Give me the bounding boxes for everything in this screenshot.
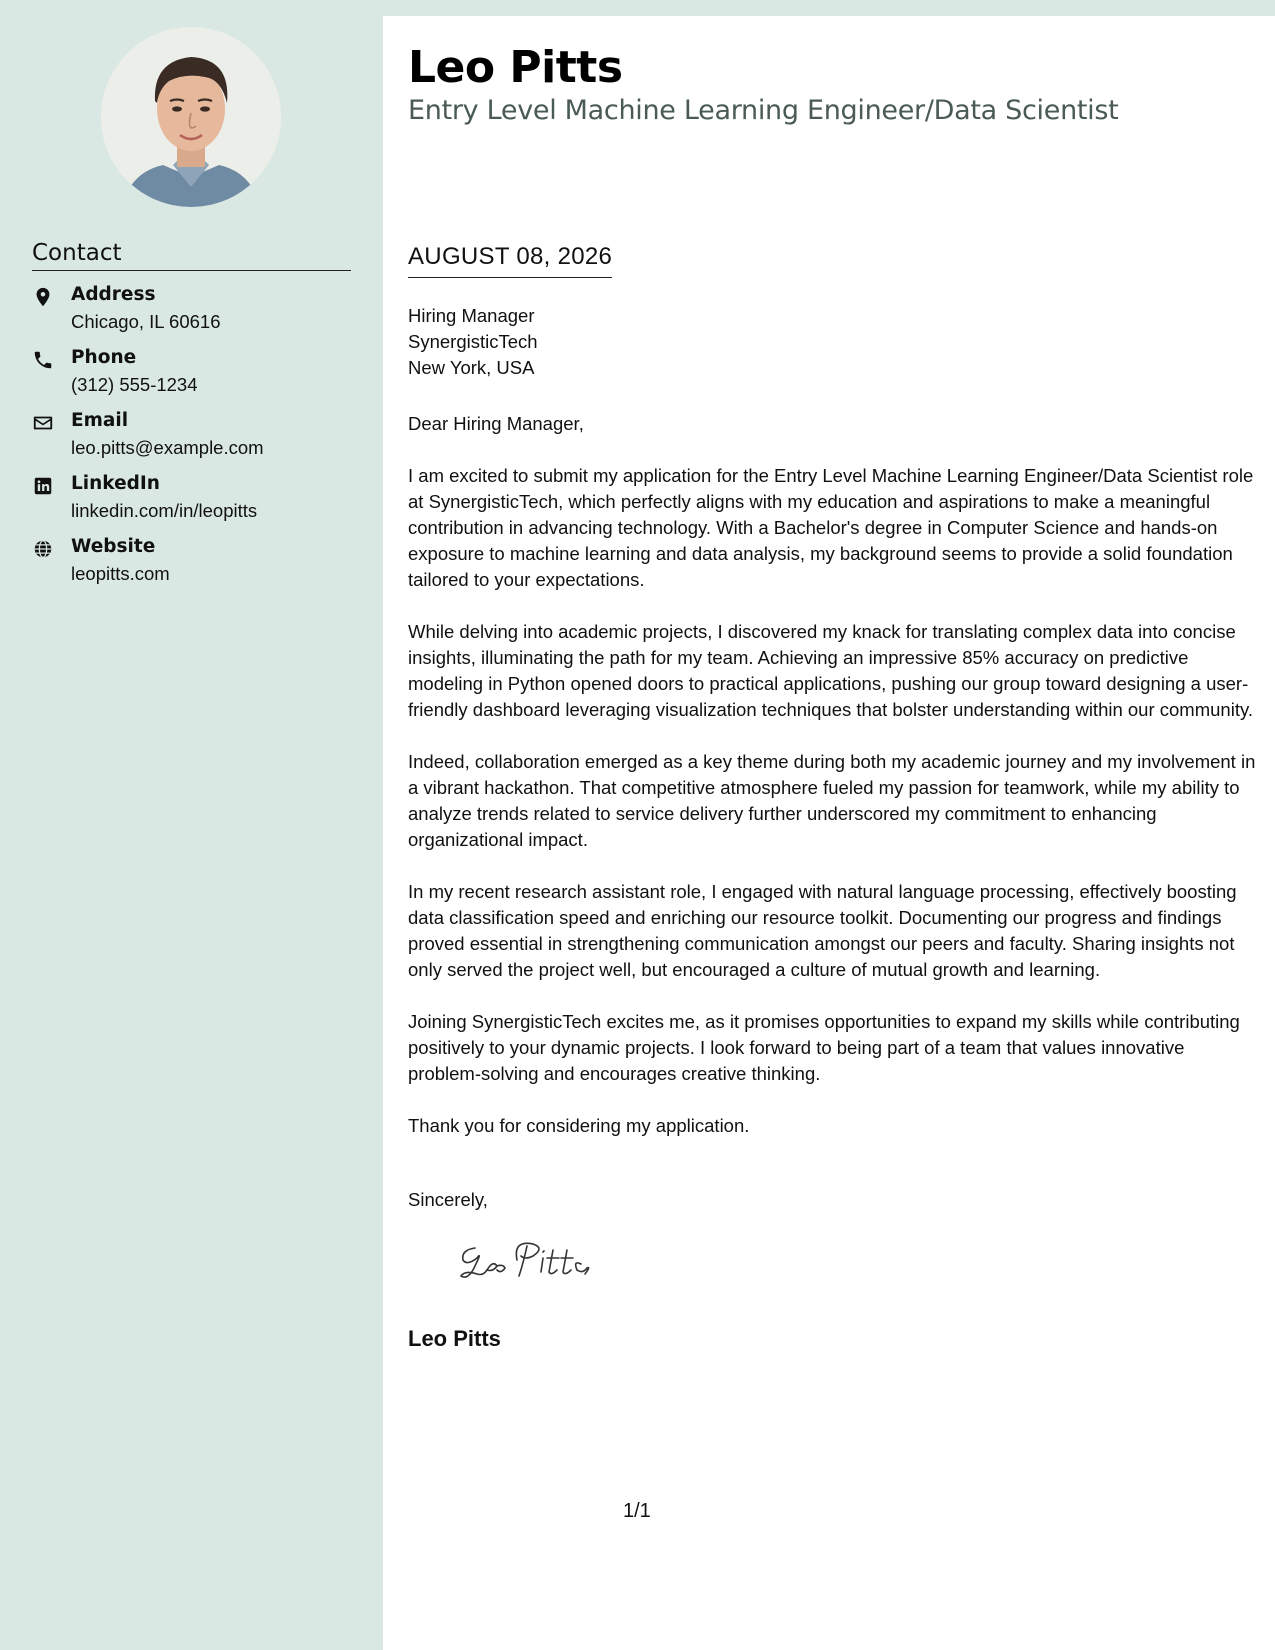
body-paragraph: Indeed, collaboration emerged as a key theme during both my academic journey and my involvement in a vibrant hackathon. That competitive atmosphere fueled my passion for teamwork, while my ability to analyze trends related to service delivery further underscored my commitment to enhancing organizational impact. bbox=[408, 751, 1256, 850]
letter-date: AUGUST 08, 2026 bbox=[408, 243, 612, 278]
body-paragraph: Joining SynergisticTech excites me, as it promises opportunities to expand my skills while contributing positively to your dynamic projects. I look forward to being part of a team that values innovative problem-solving and encourages creative thinking. bbox=[408, 1011, 1240, 1084]
contact-item-linkedin bbox=[32, 473, 362, 536]
contact-label: Email bbox=[71, 410, 129, 431]
contact-label: Website bbox=[71, 536, 156, 557]
body-paragraph: I am excited to submit my application for the Entry Level Machine Learning Engineer/Data Scientist role at SynergisticTech, which perfectly aligns with my education and aspirations to make a meaningful contribution in advancing technology. With a Bachelor's degree in Computer Science and hands-on exposure to machine learning and data analysis, my background seems to provide a solid foundation tailored to your expectations. bbox=[408, 465, 1254, 590]
website-value: leopitts.com bbox=[71, 563, 170, 584]
phone-icon bbox=[32, 349, 54, 371]
greeting: Dear Hiring Manager, bbox=[408, 413, 584, 434]
linkedin-icon bbox=[32, 475, 54, 497]
recipient-line: SynergisticTech bbox=[408, 331, 538, 352]
body-paragraph: While delving into academic projects, I discovered my knack for translating complex data into concise insights, illuminating the path for my team. Achieving an impressive 85% accuracy on predictive modeling in Python opened doors to practical applications, pushing our group toward designing a user-friendly dashboard leveraging visualization techniques that bolster understanding within our community. bbox=[408, 621, 1253, 720]
contact-label: Phone bbox=[71, 347, 137, 368]
avatar bbox=[101, 27, 281, 207]
handwritten-signature bbox=[453, 1230, 623, 1295]
location-pin-icon bbox=[32, 286, 54, 308]
contact-item-website bbox=[32, 536, 362, 599]
globe-icon bbox=[32, 538, 54, 560]
letter-body bbox=[408, 463, 1256, 1165]
contact-heading: Contact bbox=[32, 240, 351, 271]
contact-label: Address bbox=[71, 284, 156, 305]
address-value: Chicago, IL 60616 bbox=[71, 311, 221, 332]
body-paragraph: Thank you for considering my application. bbox=[408, 1115, 750, 1136]
linkedin-value: linkedin.com/in/leopitts bbox=[71, 500, 258, 521]
recipient-block bbox=[408, 303, 538, 381]
contact-label: LinkedIn bbox=[71, 473, 160, 494]
contact-item-email bbox=[32, 410, 362, 473]
phone-value: (312) 555-1234 bbox=[71, 374, 198, 395]
contact-list bbox=[32, 284, 362, 599]
closing: Sincerely, bbox=[408, 1189, 488, 1210]
job-title: Entry Level Machine Learning Engineer/Data Scientist bbox=[408, 95, 1119, 126]
body-paragraph: In my recent research assistant role, I engaged with natural language processing, effectively boosting data classification speed and enriching our resource toolkit. Documenting our progress and findings proved essential in strengthening communication amongst our peers and faculty. Sharing insights not only served the project well, but encouraged a culture of mutual growth and learning. bbox=[408, 881, 1237, 980]
sidebar bbox=[0, 0, 383, 1650]
letter-main bbox=[383, 16, 1275, 1650]
recipient-line: New York, USA bbox=[408, 357, 535, 378]
signed-name: Leo Pitts bbox=[408, 1326, 501, 1351]
contact-item-address bbox=[32, 284, 362, 347]
page-number: 1/1 bbox=[623, 1500, 651, 1522]
contact-item-phone bbox=[32, 347, 362, 410]
applicant-name: Leo Pitts bbox=[408, 42, 623, 93]
email-icon bbox=[32, 412, 54, 434]
email-value: leo.pitts@example.com bbox=[71, 437, 264, 458]
recipient-line: Hiring Manager bbox=[408, 305, 535, 326]
